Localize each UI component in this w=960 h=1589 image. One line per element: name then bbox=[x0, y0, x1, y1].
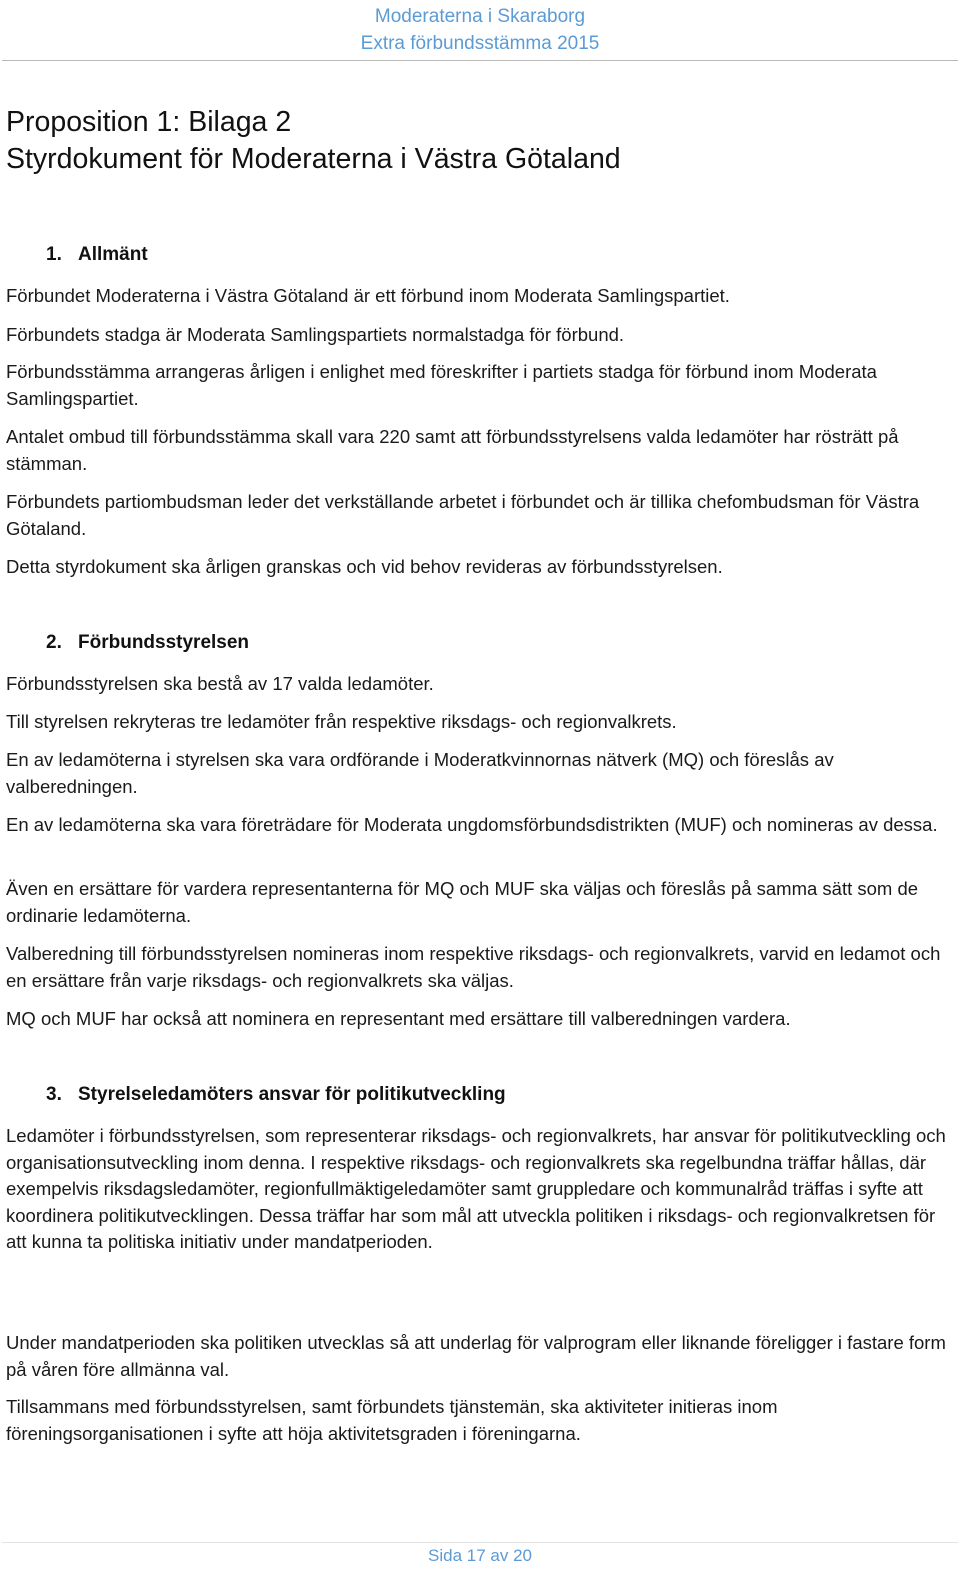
header-event: Extra förbundsstämma 2015 bbox=[360, 33, 600, 54]
footer-divider bbox=[2, 1542, 958, 1543]
section-title: Allmänt bbox=[78, 244, 148, 265]
paragraph: Förbundets partiombudsman leder det verkställande arbetet i förbundet och är tillika chefombudsman för Västra Götaland. bbox=[6, 491, 920, 539]
paragraph: Förbundsstämma arrangeras årligen i enlighet med föreskrifter i partiets stadga för förbund inom Moderata Samlingspartiet. bbox=[6, 361, 877, 409]
paragraph: Även en ersättare för vardera representanterna för MQ och MUF ska väljas och föreslås på samma sätt som de ordinarie ledamöterna. bbox=[6, 878, 919, 926]
paragraph: Till styrelsen rekryteras tre ledamöter från respektive riksdags- och regionvalkrets. bbox=[6, 711, 677, 732]
paragraph: Förbundets stadga är Moderata Samlingspartiets normalstadga för förbund. bbox=[6, 324, 625, 345]
header-divider bbox=[2, 60, 958, 61]
section-heading-ansvar-politikutveckling bbox=[46, 1084, 506, 1106]
paragraph: Valberedning till förbundsstyrelsen nomineras inom respektive riksdags- och regionvalkrets, varvid en ledamot och en ersättare från varje riksdags- och regionvalkrets ska väljas. bbox=[6, 943, 941, 991]
paragraph: Tillsammans med förbundsstyrelsen, samt förbundets tjänstemän, ska aktiviteter initieras inom föreningsorganisationen i syfte att höja aktivitetsgraden i föreningarna. bbox=[6, 1396, 778, 1444]
section-number: 3. bbox=[46, 1084, 62, 1105]
title-line-1: Proposition 1: Bilaga 2 bbox=[6, 106, 292, 138]
section-number: 1. bbox=[46, 244, 62, 265]
section-title: Förbundsstyrelsen bbox=[78, 632, 250, 653]
page-number: Sida 17 av 20 bbox=[428, 1546, 532, 1565]
paragraph: En av ledamöterna i styrelsen ska vara ordförande i Moderatkvinnornas nätverk (MQ) och föreslås av valberedningen. bbox=[6, 749, 834, 797]
page-title bbox=[6, 104, 621, 178]
paragraph: Detta styrdokument ska årligen granskas och vid behov revideras av förbundsstyrelsen. bbox=[6, 556, 723, 577]
paragraph: Förbundsstyrelsen ska bestå av 17 valda ledamöter. bbox=[6, 673, 434, 694]
paragraph: Förbundet Moderaterna i Västra Götaland är ett förbund inom Moderata Samlingspartiet. bbox=[6, 285, 730, 306]
header-org: Moderaterna i Skaraborg bbox=[374, 6, 586, 27]
section-heading-forbundsstyrelsen bbox=[46, 632, 249, 654]
paragraph: En av ledamöterna ska vara företrädare för Moderata ungdomsförbundsdistrikten (MUF) och nomineras av dessa. bbox=[6, 814, 938, 835]
page-header bbox=[0, 3, 960, 57]
paragraph: Ledamöter i förbundsstyrelsen, som representerar riksdags- och regionvalkrets, har ansvar för politikutveckling och organisationsutveckling inom denna. I respektive riksdags- och regionvalkrets ska regelbundna träffar hållas, där exempelvis riksdagsledamöter, regionfullmäktigeledamöter samt gruppledare och kommunalråd träffas i syfte att koordinera politikutvecklingen. Dessa träffar har som mål att utveckla politiken i riksdags- och regionvalkretsen för att kunna ta politiska initiativ under mandatperioden. bbox=[6, 1125, 946, 1252]
section-number: 2. bbox=[46, 632, 62, 653]
section-heading-allmant bbox=[46, 244, 148, 266]
paragraph: Under mandatperioden ska politiken utvecklas så att underlag för valprogram eller liknande föreligger i fastare form på våren före allmänna val. bbox=[6, 1332, 946, 1380]
section-title: Styrelseledamöters ansvar för politikutveckling bbox=[78, 1084, 506, 1105]
title-line-2: Styrdokument för Moderaterna i Västra Götaland bbox=[6, 143, 621, 175]
paragraph: MQ och MUF har också att nominera en representant med ersättare till valberedningen vardera. bbox=[6, 1008, 791, 1029]
paragraph: Antalet ombud till förbundsstämma skall vara 220 samt att förbundsstyrelsens valda ledamöter har rösträtt på stämman. bbox=[6, 426, 899, 474]
